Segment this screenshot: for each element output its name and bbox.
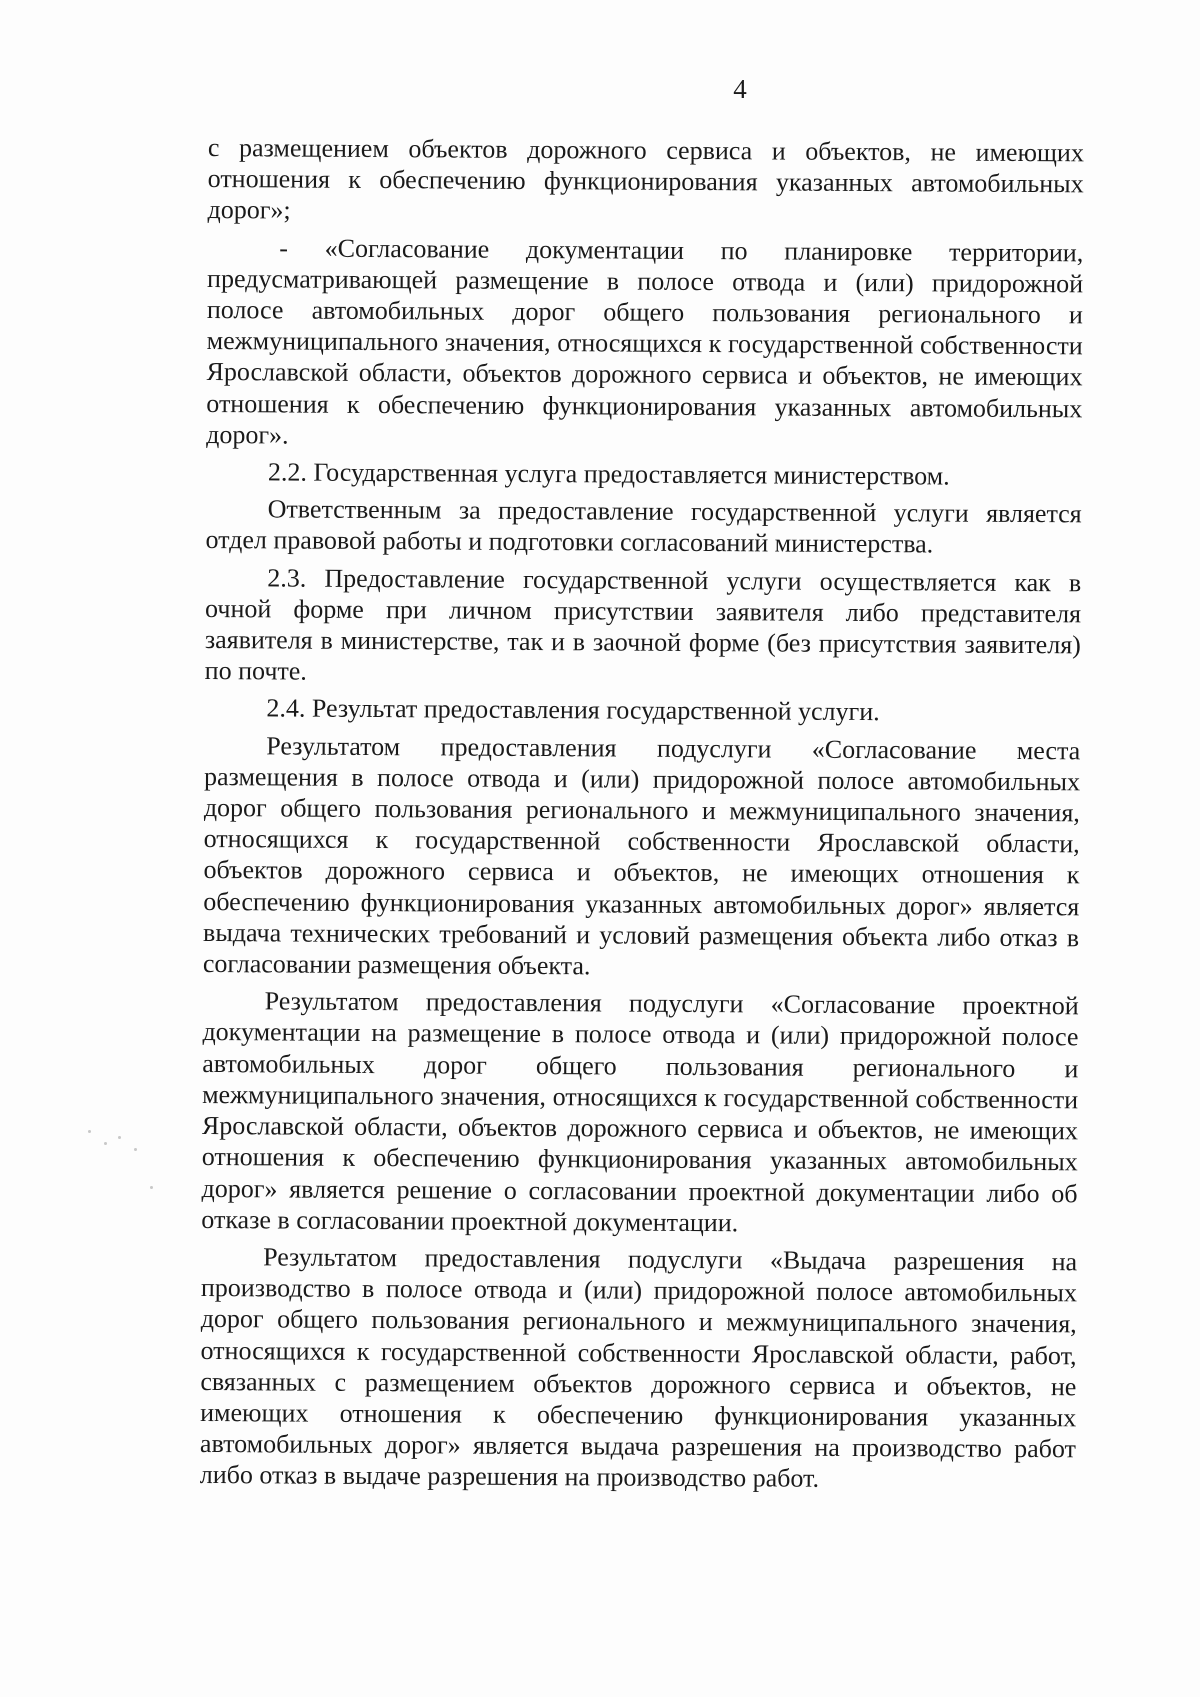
paragraph-section-2-3: 2.3. Предоставление государственной услуги осуществляется как в очной форме при личном присутствии заявителя либо представителя заявителя в министерстве, так и в заочной форме (без присутствия заявителя) по почте. bbox=[204, 563, 1082, 686]
paragraph-result-project-docs: Результатом предоставления подуслуги «Согласование проектной документации на размещение в полосе отвода и (или) придорожной полосе автомобильных дорог общего пользования регионального и межмуниципального значения, относящихся к государственной собственности Ярославской области, объектов дорожного сервиса и объектов, не имеющих отношения к обеспечению функционирования указанных автомобильных дорог» является решение о согласовании проектной документации либо об отказе в согласовании проектной документации. bbox=[201, 986, 1079, 1237]
paragraph-responsible-department: Ответственным за предоставление государственной услуги является отдел правовой работы и подготовки согласований министерства. bbox=[205, 494, 1082, 559]
document-body bbox=[200, 132, 1084, 1502]
page-number: 4 bbox=[733, 74, 747, 104]
paragraph-section-2-2: 2.2. Государственная услуга предоставляется министерством. bbox=[267, 457, 950, 491]
scan-speck bbox=[88, 1130, 91, 1133]
paragraph-continuation: с размещением объектов дорожного сервиса и объектов, не имеющих отношения к обеспечению функционирования указанных автомобильных дорог»; bbox=[207, 132, 1084, 225]
paragraph-section-2-4: 2.4. Результат предоставления государственной услуги. bbox=[266, 693, 880, 727]
scan-speck bbox=[104, 1142, 107, 1145]
paragraph-result-work-permit: Результатом предоставления подуслуги «Выдача разрешения на производство в полосе отвода и (или) придорожной полосе автомобильных дорог общего пользования регионального и межмуниципального значения, относящихся к государственной собственности Ярославской области, работ, связанных с размещением объектов дорожного сервиса и объектов, не имеющих отношения к обеспечению функционирования указанных автомобильных дорог» является выдача разрешения на производство работ либо отказ в выдаче разрешения на производство работ. bbox=[199, 1242, 1078, 1494]
paragraph-list-item: - «Согласование документации по планировке территории, предусматривающей размещение в полосе отвода и (или) придорожной полосе автомобильных дорог общего пользования регионального и межмуниципального значения, относящихся к государственной собственности Ярославской области, объектов дорожного сервиса и объектов, не имеющих отношения к обеспечению функционирования указанных автомобильных дорог». bbox=[206, 233, 1084, 450]
paragraph-result-placement: Результатом предоставления подуслуги «Согласование места размещения в полосе отвода и (или) придорожной полосе автомобильных дорог общего пользования регионального и межмуниципального значения, относящихся к государственной собственности Ярославской области, объектов дорожного сервиса и объектов, не имеющих отношения к обеспечению функционирования указанных автомобильных дорог» является выдача технических требований и условий размещения объекта либо отказ в согласовании размещения объекта. bbox=[202, 731, 1081, 981]
scan-speck bbox=[150, 1186, 153, 1189]
scan-speck bbox=[134, 1148, 137, 1151]
scan-speck bbox=[118, 1136, 121, 1139]
